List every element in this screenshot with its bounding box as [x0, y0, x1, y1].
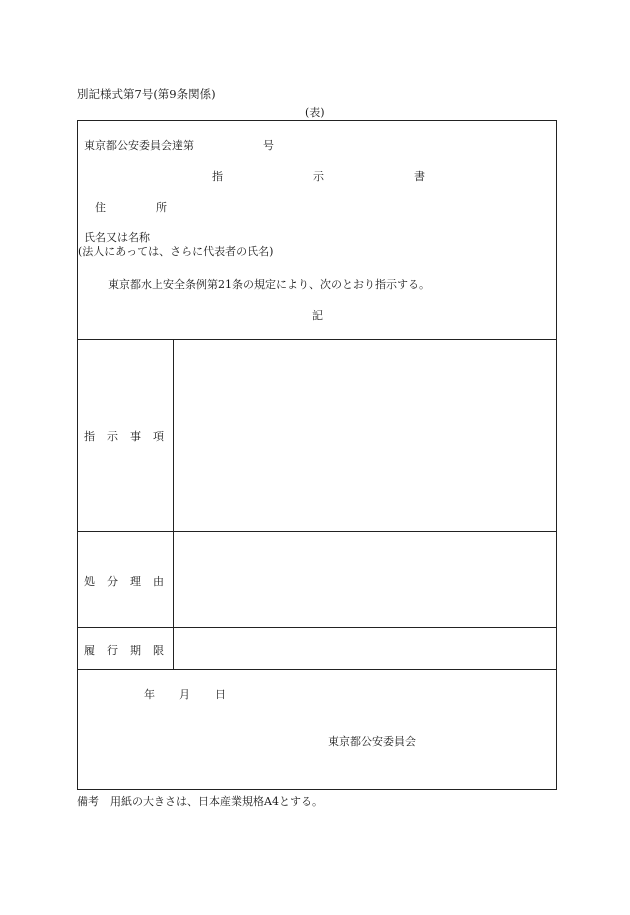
- document-number-suffix: 号: [263, 139, 274, 152]
- doc-title-char-2: 示: [313, 170, 324, 183]
- date-month-char: 月: [179, 688, 190, 701]
- reason-label: 処分理由: [84, 575, 176, 588]
- instructions-label: 指示事項: [84, 430, 176, 443]
- doc-title-char-3: 書: [414, 170, 425, 183]
- doc-title-char-1: 指: [212, 170, 223, 183]
- page-side-label: (表): [305, 106, 325, 119]
- instruction-form-frame: [77, 120, 557, 790]
- ki-label: 記: [312, 309, 323, 322]
- address-label-char-2: 所: [156, 201, 167, 214]
- divider-top-section: [78, 339, 556, 340]
- divider-instructions: [78, 531, 556, 532]
- form-number-title: 別記様式第7号(第9条関係): [77, 87, 216, 101]
- name-label: 氏名又は名称: [84, 231, 150, 244]
- deadline-label: 履行期限: [84, 644, 176, 657]
- address-label-char-1: 住: [95, 201, 106, 214]
- document-number-prefix: 東京都公安委員会達第: [84, 139, 194, 152]
- name-note: (法人にあっては、さらに代表者の氏名): [78, 245, 274, 258]
- date-year-char: 年: [144, 688, 155, 701]
- remarks-note: 備考 用紙の大きさは、日本産業規格A4とする。: [77, 795, 323, 808]
- label-column-divider: [173, 339, 174, 669]
- date-day-char: 日: [215, 688, 226, 701]
- statement-text: 東京都水上安全条例第21条の規定により、次のとおり指示する。: [108, 278, 430, 291]
- divider-reason: [78, 627, 556, 628]
- issuer-name: 東京都公安委員会: [328, 735, 416, 748]
- divider-deadline: [78, 669, 556, 670]
